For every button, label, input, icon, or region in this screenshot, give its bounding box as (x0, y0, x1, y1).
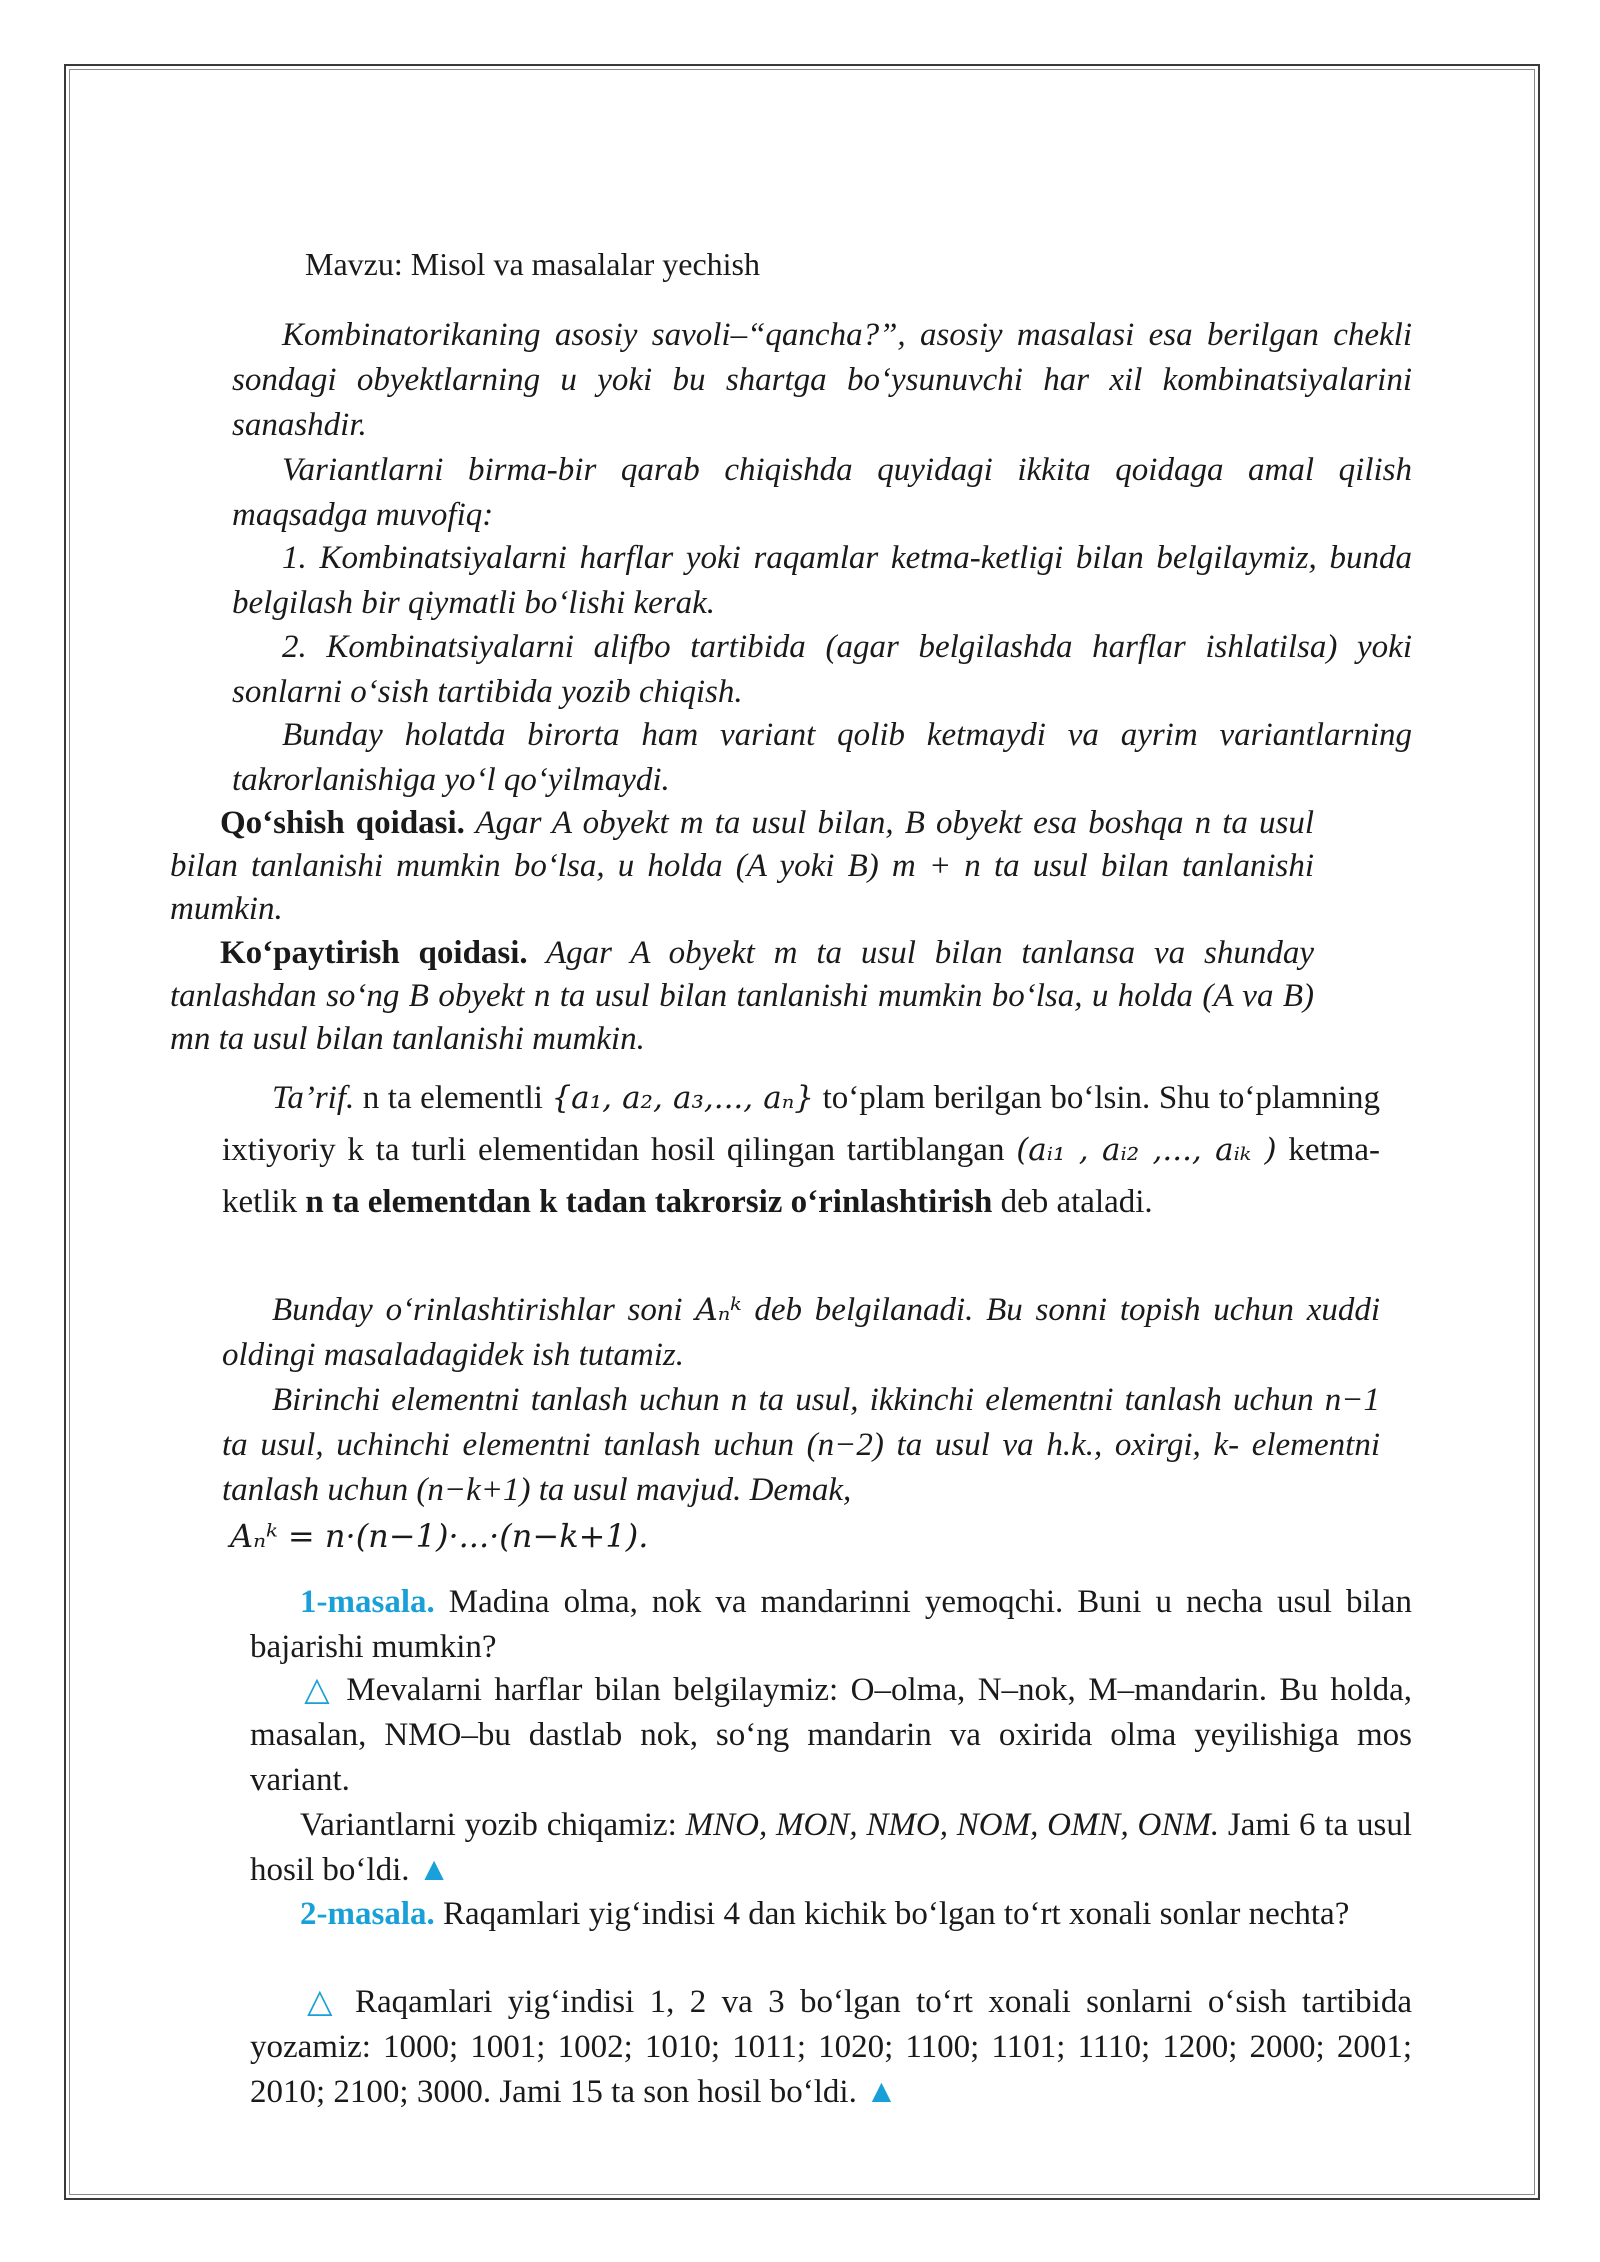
definition-label: Ta’rif. (272, 1080, 355, 1116)
product-rule-name: Ko‘paytirish qoidasi. (220, 935, 528, 971)
problem-1 (250, 1580, 1412, 1670)
problem-2-solution-text: Raqamlari yig‘indisi 1, 2 va 3 bo‘lgan to‘rt xonali sonlarni o‘sish tartibida yozamiz: 1000; 1001; 1002; 1010; 1011; 1020; 1100; 1101; 1110; 1200; 2000; 2001; 2010; 2100; 3000. Jami 15 ta son hosil bo‘ldi. (250, 1984, 1412, 2110)
problem-2-text: Raqamlari yig‘indisi 4 dan kichik bo‘lgan to‘rt xonali sonlar nechta? (434, 1896, 1350, 1932)
problem-1-label: 1-masala. (300, 1584, 435, 1620)
count-text-2: deb belgilanadi. Bu sonni topish uchun xuddi oldingi masaladagidek ish tutamiz. (222, 1292, 1381, 1373)
problem-1-solution-text: Mevalarni harflar bilan belgilaymiz: O–olma, N–nok, M–mandarin. Bu holda, masalan, NMO–bu dastlab nok, so‘ng mandarin va oxirida olma yeyilishiga mos variant. (250, 1672, 1412, 1798)
problem-1-variants: MNO, MON, NMO, NOM, OMN, ONM. (685, 1807, 1220, 1843)
problem-1-answer-text-2: Jami 6 ta usul hosil bo‘ldi. (250, 1807, 1412, 1888)
filled-triangle-icon: ▲ (865, 2074, 898, 2110)
intro-paragraph-1: Kombinatorikaning asosiy savoli–“qancha?”, asosiy masalasi esa berilgan chekli sondagi obyektlarning u yoki bu shartga bo‘ysunuvchi har xil kombinatsiyalarini sanashdir. (232, 317, 1412, 443)
problem-1-text: Madina olma, nok va mandarinni yemoqchi. Buni u necha usul bilan bajarishi mumkin? (250, 1584, 1412, 1665)
problem-2-label: 2-masala. (300, 1896, 435, 1932)
definition-text-4: deb ataladi. (992, 1184, 1153, 1220)
problem-1-answer (250, 1803, 1412, 1893)
count-text-1: Bunday o‘rinlashtirishlar soni (272, 1292, 696, 1328)
sequence-expression: (aᵢ₁ , aᵢ₂ ,..., aᵢₖ ) (1016, 1132, 1277, 1168)
open-triangle-icon: △ (300, 1672, 334, 1708)
sum-rule-text: Agar A obyekt m ta usul bilan, B obyekt esa boshqa n ta usul bilan tanlanishi mumkin bo‘lsa, u holda (A yoki B) m + n ta usul bilan tanlanishi mumkin. (170, 805, 1314, 927)
problem-1-answer-text-1: Variantlarni yozib chiqamiz: (300, 1807, 686, 1843)
intro-rule-2: 2. Kombinatsiyalarni alifbo tartibida (agar belgilashda harflar ishlatilsa) yoki sonlarni o‘sish tartibida yozib chiqish. (232, 629, 1412, 710)
count-paragraph-1 (222, 1288, 1380, 1378)
product-rule-text: Agar A obyekt m ta usul bilan tanlansa va shunday tanlashdan so‘ng B obyekt n ta usul bilan tanlanishi mumkin bo‘lsa, u holda (A va B) mn ta usul bilan tanlanishi mumkin. (170, 935, 1314, 1057)
intro-rule-1: 1. Kombinatsiyalarni harflar yoki raqamlar ketma-ketligi bilan belgilaymiz, bunda belgilash bir qiymatli bo‘lishi kerak. (232, 540, 1412, 621)
product-rule (170, 932, 1314, 1061)
formula-text: Aₙᵏ = n·(n−1)·...·(n−k+1). (230, 1517, 649, 1555)
problem-2 (250, 1892, 1412, 1937)
definition-text-1: n ta elementli (354, 1080, 552, 1116)
definition (222, 1072, 1380, 1228)
page-title: Mavzu: Misol va masalalar yechish (305, 246, 760, 282)
problem-1-solution (250, 1668, 1412, 1803)
open-triangle-icon: △ (300, 1984, 340, 2020)
intro-paragraph-2: Variantlarni birma-bir qarab chiqishda quyidagi ikkita qoidaga amal qilish maqsadga muvofiq: (232, 452, 1412, 533)
sum-rule (170, 802, 1314, 931)
intro-paragraph-3: Bunday holatda birorta ham variant qolib ketmaydi va ayrim variantlarning takrorlanishiga yo‘l qo‘yilmaydi. (232, 717, 1412, 798)
count-paragraph-2: Birinchi elementni tanlash uchun n ta usul, ikkinchi elementni tanlash uchun n−1 ta usul, uchinchi elementni tanlash uchun (n−2) ta usul va h.k., oxirgi, k- elementni tanlash uchun (n−k+1) ta usul mavjud. Demak, (222, 1382, 1380, 1508)
filled-triangle-icon: ▲ (417, 1852, 451, 1888)
permutation-formula (230, 1514, 648, 1560)
definition-text-3: ketma-ketlik (222, 1132, 1380, 1220)
count-symbol: Aₙᵏ (695, 1292, 742, 1328)
sum-rule-name: Qo‘shish qoidasi. (220, 805, 465, 841)
problem-2-solution (250, 1980, 1412, 2115)
set-expression: {a₁, a₂, a₃,..., aₙ} (551, 1080, 815, 1116)
definition-text-2: to‘plam berilgan bo‘lsin. Shu to‘plamning ixtiyoriy k ta turli elementidan hosil qilingan tartiblangan (222, 1080, 1381, 1168)
definition-term: n ta elementdan k tadan takrorsiz o‘rinlashtirish (305, 1184, 993, 1220)
